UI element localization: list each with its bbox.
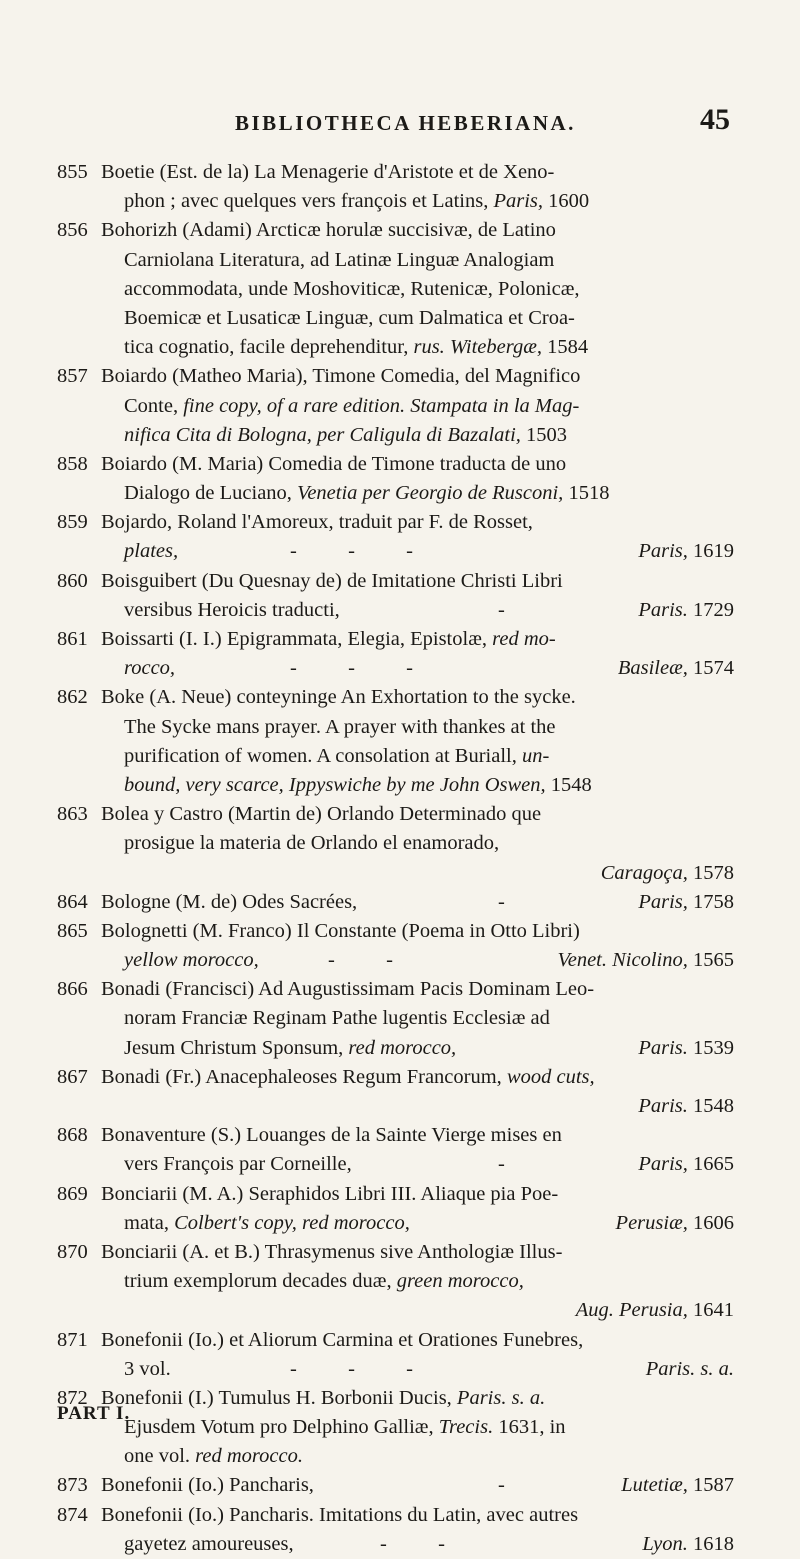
entry-number: 857 [57, 365, 88, 388]
entry-text: Boke (A. Neue) conteyninge An Exhortation to the sycke. [101, 686, 576, 709]
entry-number: 865 [57, 919, 88, 942]
entry-text-cont: Jesum Christum Sponsum, red morocco, [124, 1036, 457, 1059]
entry-text-cont: vers François par Corneille, [124, 1153, 352, 1176]
entry-text-cont: one vol. red morocco. [124, 1445, 303, 1468]
entry-text: Boetie (Est. de la) La Menagerie d'Aristote et de Xeno- [101, 161, 555, 183]
running-title: BIBLIOTHECA HEBERIANA. [235, 111, 576, 135]
imprint: Lutetiæ, 1587 [621, 1474, 734, 1497]
page-number: 45 [700, 103, 730, 136]
entry-text: Boiardo (M. Maria) Comedia de Timone traducta de uno [101, 452, 567, 475]
entry-text: Bonciarii (A. et B.) Thrasymenus sive Anthologiæ Illus- [101, 1240, 563, 1263]
entry-number: 858 [57, 452, 88, 475]
entry-number: 870 [57, 1240, 88, 1263]
entry-text-cont: purification of women. A consolation at Buriall, un- [124, 744, 550, 767]
entry-865 [0, 917, 800, 975]
entry-866 [0, 975, 800, 1063]
entry-text: Bonadi (Francisci) Ad Augustissimam Pacis Dominam Leo- [101, 978, 595, 1001]
entry-861 [0, 625, 800, 683]
imprint: Perusiæ, 1606 [615, 1211, 734, 1234]
leader-dashes: - [498, 1474, 505, 1497]
entry-text-cont: nifica Cita di Bologna, per Caligula di Bazalati, 1503 [124, 423, 568, 446]
entry-number: 859 [57, 511, 88, 534]
entry-867 [0, 1063, 800, 1121]
imprint: Paris. 1539 [638, 1036, 734, 1059]
entry-text: Bohorizh (Adami) Arcticæ horulæ succisivæ, de Latino [101, 219, 556, 242]
signature-mark: PART I. [57, 1403, 131, 1424]
imprint: Lyon. 1618 [642, 1532, 734, 1555]
entry-text-cont: noram Franciæ Reginam Pathe lugentis Ecclesiæ ad [124, 1007, 550, 1030]
entry-text: Bonefonii (I.) Tumulus H. Borbonii Ducis, Paris. s. a. [101, 1386, 546, 1409]
entry-864 [0, 888, 800, 917]
entry-text-cont: Ejusdem Votum pro Delphino Galliæ, Trecis. 1631, in [124, 1416, 566, 1439]
entry-856 [0, 216, 800, 362]
entry-873 [0, 1471, 800, 1500]
entry-number: 855 [57, 161, 88, 183]
entry-number: 863 [57, 803, 88, 826]
leader-dashes: - [498, 890, 505, 913]
entry-869 [0, 1180, 800, 1238]
entry-859 [0, 508, 800, 566]
entry-text-cont: The Sycke mans prayer. A prayer with thankes at the [124, 715, 556, 738]
entry-text-cont: Boemicæ et Lusaticæ Linguæ, cum Dalmatica et Croa- [124, 306, 575, 329]
entry-text: Bolea y Castro (Martin de) Orlando Determinado que [101, 803, 542, 826]
imprint: Paris. 1729 [638, 598, 734, 621]
entry-855 [0, 158, 800, 216]
imprint: Caragoça, 1578 [600, 861, 734, 884]
imprint: Paris, 1619 [638, 540, 734, 563]
entry-text-cont: phon ; avec quelques vers françois et Latins, Paris, 1600 [124, 190, 590, 213]
leader-dashes: - - [380, 1532, 445, 1555]
leader-dashes: - [498, 598, 505, 621]
entry-number: 862 [57, 686, 88, 709]
entry-text-cont: mata, Colbert's copy, red morocco, [124, 1211, 410, 1234]
entry-number: 867 [57, 1065, 88, 1088]
entry-858 [0, 450, 800, 508]
entry-text: Bolognetti (M. Franco) Il Constante (Poema in Otto Libri) [101, 919, 580, 942]
entry-text-cont: tica cognatio, facile deprehenditur, rus. Witebergæ, 1584 [124, 336, 589, 359]
leader-dashes: - - [328, 949, 393, 972]
entry-text: Bonefonii (Io.) Pancharis. Imitations du Latin, avec autres [101, 1503, 579, 1526]
entry-number: 874 [57, 1503, 88, 1526]
entry-text-cont: Dialogo de Luciano, Venetia per Georgio de Rusconi, 1518 [124, 482, 610, 505]
entry-text: Bonadi (Fr.) Anacephaleoses Regum Francorum, wood cuts, [101, 1065, 595, 1088]
entry-text: Bonefonii (Io.) Pancharis, [101, 1474, 314, 1497]
imprint: Paris. s. a. [645, 1357, 734, 1380]
entry-text: Boissarti (I. I.) Epigrammata, Elegia, Epistolæ, red mo- [101, 628, 556, 650]
catalogue-entries [0, 158, 800, 1559]
entry-text: Bonaventure (S.) Louanges de la Sainte Vierge mises en [101, 1124, 562, 1147]
page-header [0, 103, 800, 139]
entry-number: 866 [57, 978, 88, 1001]
entry-number: 871 [57, 1328, 88, 1351]
entry-871 [0, 1326, 800, 1384]
entry-text-cont: accommodata, unde Moshoviticæ, Rutenicæ, Polonicæ, [124, 277, 580, 300]
leader-dashes: - - - [290, 1357, 413, 1380]
entry-text: Boiardo (Matheo Maria), Timone Comedia, del Magnifico [101, 365, 581, 388]
leader-dashes: - - - [290, 657, 413, 680]
leader-dashes: - - - [290, 540, 413, 563]
entry-872 [0, 1384, 800, 1472]
entry-862 [0, 683, 800, 800]
entry-text-cont: prosigue la materia de Orlando el enamorado, [124, 832, 500, 855]
entry-text-cont: gayetez amoureuses, [124, 1532, 294, 1555]
entry-text-cont: rocco, [124, 657, 176, 680]
imprint: Paris, 1758 [638, 890, 734, 913]
entry-text-cont: 3 vol. [124, 1357, 171, 1380]
entry-text-cont: Conte, fine copy, of a rare edition. Stampata in la Mag- [124, 394, 580, 417]
entry-863 [0, 800, 800, 888]
entry-text: Bojardo, Roland l'Amoreux, traduit par F. de Rosset, [101, 511, 533, 534]
entry-860 [0, 567, 800, 625]
entry-number: 856 [57, 219, 88, 242]
entry-number: 861 [57, 628, 88, 650]
entry-number: 869 [57, 1182, 88, 1205]
leader-dashes: - [498, 1153, 505, 1176]
entry-number: 868 [57, 1124, 88, 1147]
entry-868 [0, 1121, 800, 1179]
entry-number: 864 [57, 890, 88, 913]
entry-text: Bologne (M. de) Odes Sacrées, [101, 890, 358, 913]
imprint: Basileæ, 1574 [617, 657, 734, 680]
entry-text: Bonefonii (Io.) et Aliorum Carmina et Orationes Funebres, [101, 1328, 584, 1351]
entry-870 [0, 1238, 800, 1326]
entry-text-cont: bound, very scarce, Ippyswiche by me John Oswen, 1548 [124, 773, 592, 796]
entry-text-cont: versibus Heroicis traducti, [124, 598, 340, 621]
entry-text-cont: Carniolana Literatura, ad Latinæ Linguæ Analogiam [124, 248, 555, 271]
entry-text-cont: trium exemplorum decades duæ, green morocco, [124, 1270, 524, 1293]
entry-874 [0, 1501, 800, 1559]
imprint: Paris. 1548 [638, 1095, 734, 1117]
entry-number: 872 [57, 1386, 88, 1409]
entry-857 [0, 362, 800, 450]
entry-number: 860 [57, 569, 88, 592]
entry-number: 873 [57, 1474, 88, 1497]
entry-text-cont: yellow morocco, [124, 949, 259, 972]
imprint: Venet. Nicolino, 1565 [557, 949, 734, 972]
imprint: Aug. Perusia, 1641 [575, 1299, 734, 1322]
entry-text-cont: plates, [124, 540, 179, 563]
entry-text: Bonciarii (M. A.) Seraphidos Libri III. Aliaque pia Poe- [101, 1182, 559, 1205]
entry-text: Boisguibert (Du Quesnay de) de Imitatione Christi Libri [101, 569, 563, 592]
imprint: Paris, 1665 [638, 1153, 734, 1176]
